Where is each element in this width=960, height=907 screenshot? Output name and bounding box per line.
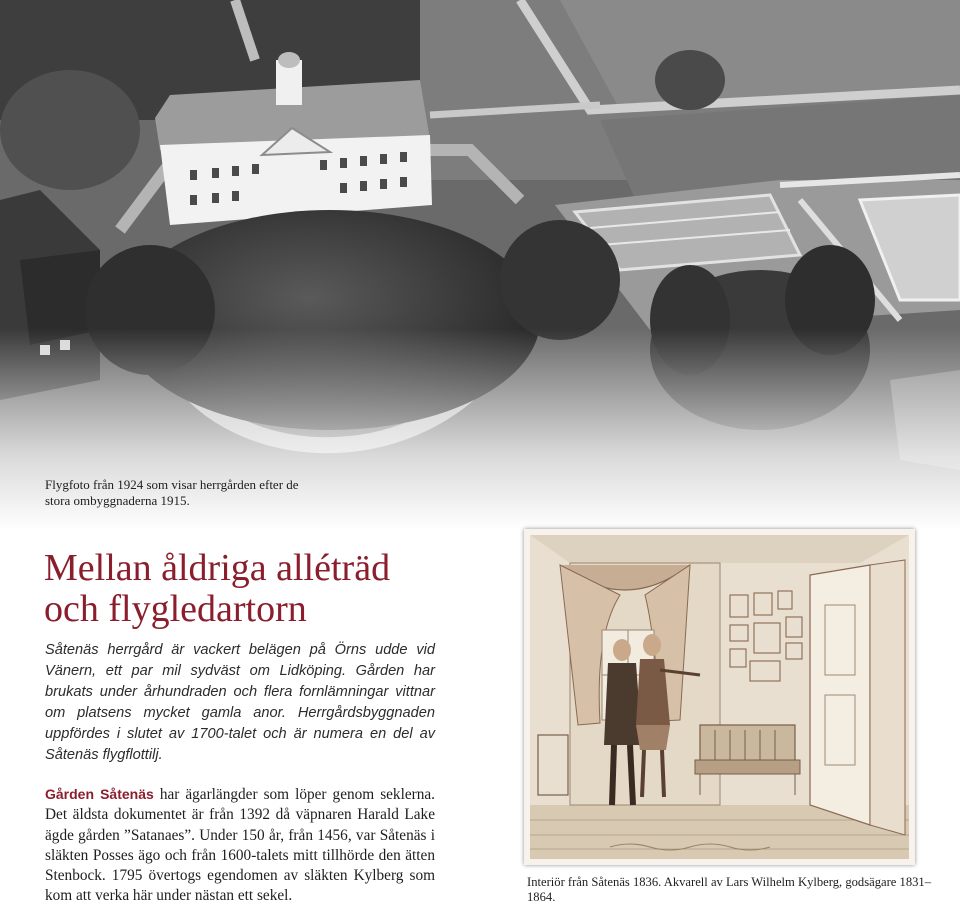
watercolor-illustration (530, 535, 909, 859)
photo-caption: Flygfoto från 1924 som visar herrgården efter de stora ombyggnaderna 1915. (45, 477, 299, 508)
page-title-line-2: och flygledartorn (44, 588, 307, 630)
page-title-line-1: Mellan åldriga alléträd (44, 547, 391, 589)
page-title (44, 548, 484, 630)
body-paragraph (45, 784, 435, 907)
painting-caption: Interiör från Såtenäs 1836. Akvarell av Lars Wilhelm Kylberg, godsägare 1831–1864. (527, 875, 932, 904)
runin-heading: Gården Såtenäs (45, 786, 154, 802)
body-paragraph-text: har ägarlängder som löper genom seklerna. Det äldsta dokumentet är från 1392 då väpnaren Harald Lake ägde gården ”Satanaes”. Under 150 år, från 1456, var Såtenäs i släkten Posses ägo och från 1600-talets mitt tillhörde den ätten Stenbock. 1795 övertogs egendomen av släkten Kylberg som kom att verka här under nästan ett sekel. (45, 786, 435, 905)
lead-paragraph: Såtenäs herrgård är vackert belägen på Örns udde vid Vänern, ett par mil sydväst om Lidköping. Gården har brukats under århundraden och flera fornlämningar vittnar om platsens mycket gamla anor. Herrgårdsbyggnaden uppfördes i slutet av 1700-talet och är numera en del av Såtenäs flygflottilj. (45, 642, 435, 764)
painting-image (524, 529, 915, 865)
